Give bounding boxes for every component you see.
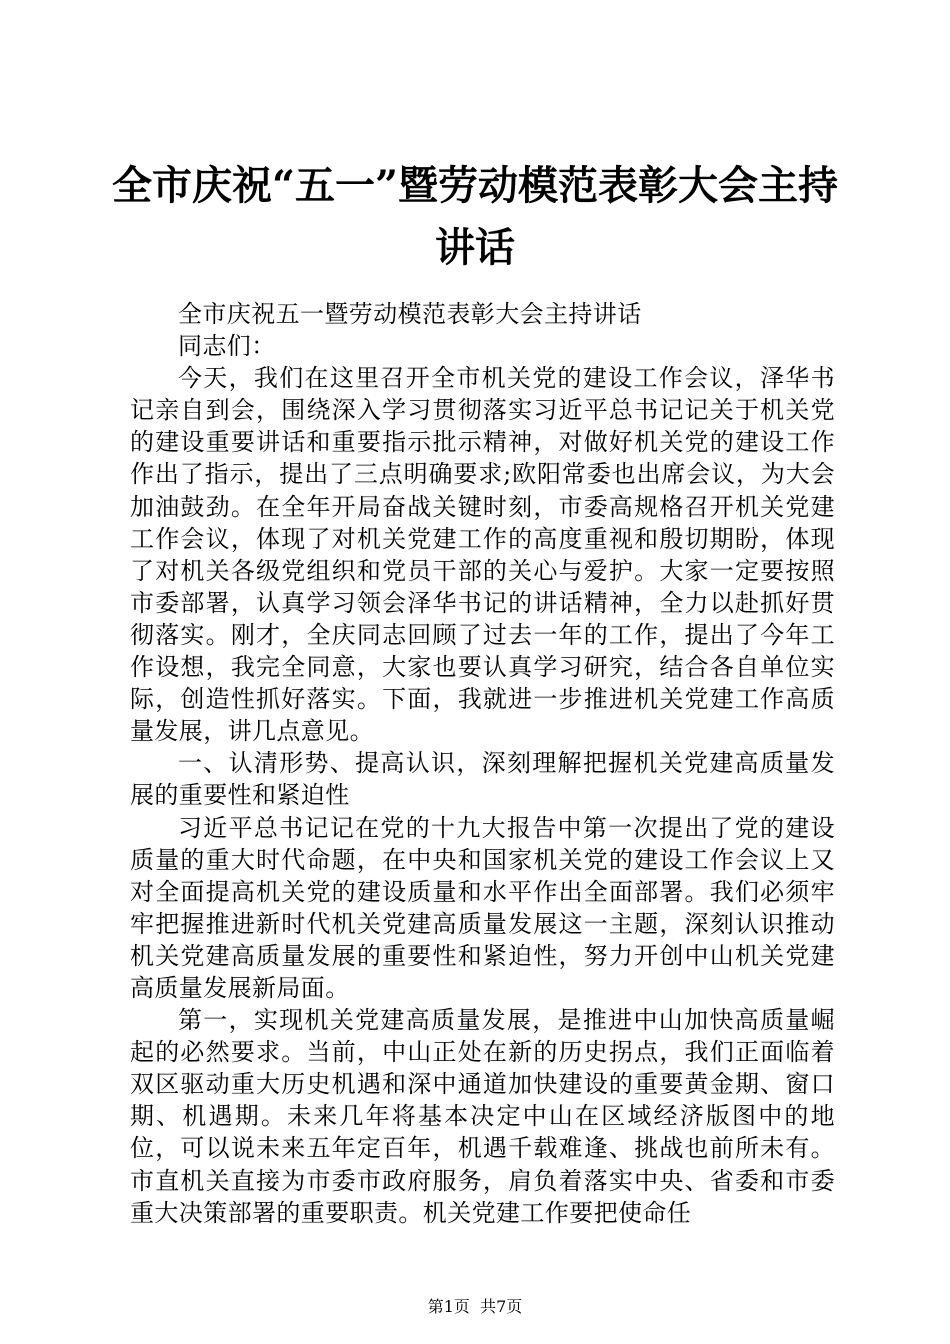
page-footer — [0, 1296, 950, 1318]
body-paragraph: 今天，我们在这里召开全市机关党的建设工作会议，泽华书记亲自到会，围绕深入学习贯彻落实习近平总书记记关于机关党的建设重要讲话和重要指示批示精神，对做好机关党的建设工作作出了指示，提出了三点明确要求;欧阳常委也出席会议，为大会加油鼓劲。在全年开局奋战关键时刻，市委高规格召开机关党建工作会议，体现了对机关党建工作的高度重视和殷切期盼，体现了对机关各级党组织和党员干部的关心与爱护。大家一定要按照市委部署，认真学习领会泽华书记的讲话精神，全力以赴抓好贯彻落实。刚才，全庆同志回顾了过去一年的工作，提出了今年工作设想，我完全同意，大家也要认真学习研究，结合各自单位实际，创造性抓好落实。下面，我就进一步推进机关党建工作高质量发展，讲几点意见。 — [130, 364, 835, 746]
body-paragraph: 第一，实现机关党建高质量发展，是推进中山加快高质量崛起的必然要求。当前，中山正处在新的历史拐点，我们正面临着双区驱动重大历史机遇和深中通道加快建设的重要黄金期、窗口期、机遇期。未来几年将基本决定中山在区域经济版图中的地位，可以说未来五年定百年，机遇千载难逢、挑战也前所未有。市直机关直接为市委市政府服务，肩负着落实中央、省委和市委重大决策部署的重要职责。机关党建工作要把使命任 — [130, 1006, 835, 1227]
section-heading: 一、认清形势、提高认识，深刻理解把握机关党建高质量发展的重要性和紧迫性 — [130, 749, 835, 810]
salutation-paragraph: 同志们： — [178, 332, 276, 361]
footer-spacer — [470, 1297, 480, 1316]
subtitle-paragraph: 全市庆祝五一暨劳动模范表彰大会主持讲话 — [178, 300, 642, 328]
document-body — [130, 298, 835, 1229]
body-paragraph: 习近平总书记记在党的十九大报告中第一次提出了党的建设质量的重大时代命题，在中央和国家机关党的建设工作会议上又对全面提高机关党的建设质量和水平作出全面部署。我们必须牢牢把握推进新时代机关党建高质量发展这一主题，深刻认识推动机关党建高质量发展的重要性和紧迫性，努力开创中山机关党建高质量发展新局面。 — [130, 813, 835, 1002]
page-total: 共7页 — [480, 1297, 523, 1316]
document-title: 全市庆祝“五一”暨劳动模范表彰大会主持讲话 — [111, 162, 838, 271]
page-number: 第1页 — [427, 1297, 470, 1316]
